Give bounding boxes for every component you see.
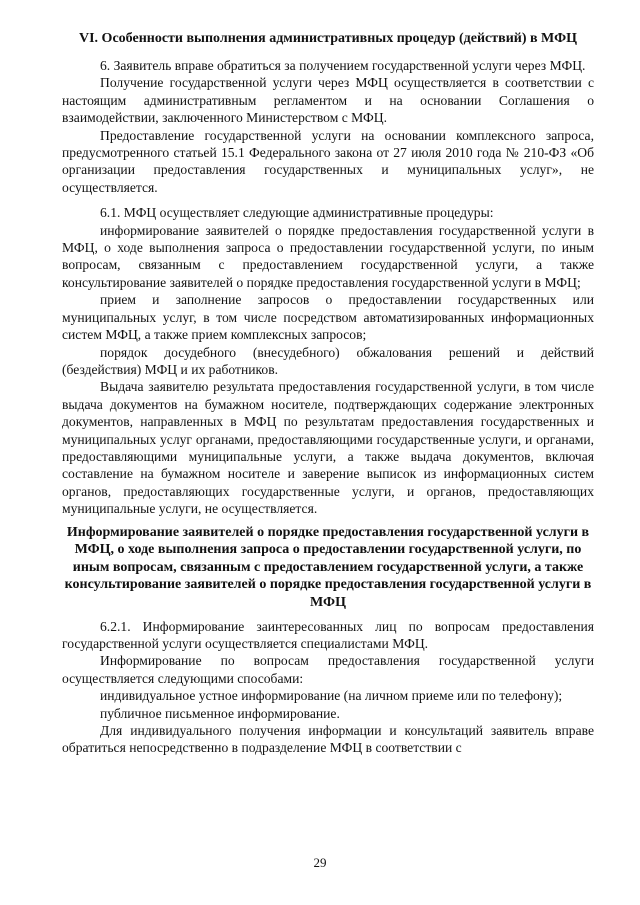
paragraph: прием и заполнение запросов о предоставлении государственных или муниципальных услуг, в том числе посредством автоматизированных информационных систем МФЦ, а также прием комплексных запросов; xyxy=(62,292,594,343)
paragraph: 6. Заявитель вправе обратиться за получением государственной услуги через МФЦ. xyxy=(100,58,586,73)
paragraph: публичное письменное информирование. xyxy=(100,705,340,721)
paragraph: 6.1. МФЦ осуществляет следующие административные процедуры: xyxy=(100,205,494,221)
page-number: 29 xyxy=(313,855,327,870)
paragraph: Для индивидуального получения информации и консультаций заявитель вправе обратиться непосредственно в подразделение МФЦ в соответствии с xyxy=(62,722,594,756)
paragraph: Предоставление государственной услуги на основании комплексного запроса, предусмотренного статьей 15.1 Федерального закона от 27 июля 2010 года № 210-ФЗ «Об организации предоставления государственных и муниципальных услуг», не осуществляется. xyxy=(62,127,594,195)
paragraph: индивидуальное устное информирование (на личном приеме или по телефону); xyxy=(100,688,563,704)
subsection-heading: Информирование заявителей о порядке предоставления государственной услуги в МФЦ, о ходе выполнения запроса о предоставлении государственной услуги, по иным вопросам, связанным с предоставлением государственной услуги, а также консультирование заявителей о порядке предоставления государственной услуги в МФЦ xyxy=(64,524,592,610)
paragraph: Выдача заявителю результата предоставления государственной услуги, в том числе выдача документов на бумажном носителе, подтверждающих содержание электронных документов, направленных в МФЦ по результатам предоставления государственных и муниципальных услуг органами, предоставляющими государственные услуги, и органами, предоставляющими муниципальные услуги, а также выдача документов, включая составление на бумажном носителе и заверение выписок из информационных систем органов, предоставляющих государственные услуги, и органов, предоставляющих муниципальные услуги, не осуществляется. xyxy=(62,379,594,517)
paragraph: Информирование по вопросам предоставления государственной услуги осуществляется следующими способами: xyxy=(62,653,594,686)
paragraph: Получение государственной услуги через МФЦ осуществляется в соответствии с настоящим административным регламентом и на основании Соглашения о взаимодействии, заключенного Министерством с МФЦ. xyxy=(62,75,594,126)
document-page xyxy=(62,30,594,757)
section-heading: VI. Особенности выполнения административных процедур (действий) в МФЦ xyxy=(79,31,577,46)
paragraph: 6.2.1. Информирование заинтересованных лиц по вопросам предоставления государственной услуги осуществляется специалистами МФЦ. xyxy=(62,618,594,651)
paragraph: информирование заявителей о порядке предоставления государственной услуги в МФЦ, о ходе выполнения запроса о предоставлении государственной услуги, по иным вопросам, связанным с предоставлением государственной услуги, а также консультирование заявителей о порядке предоставления государственной услуги в МФЦ; xyxy=(62,222,594,290)
paragraph: порядок досудебного (внесудебного) обжалования решений и действий (бездействия) МФЦ и их работников. xyxy=(62,344,594,377)
